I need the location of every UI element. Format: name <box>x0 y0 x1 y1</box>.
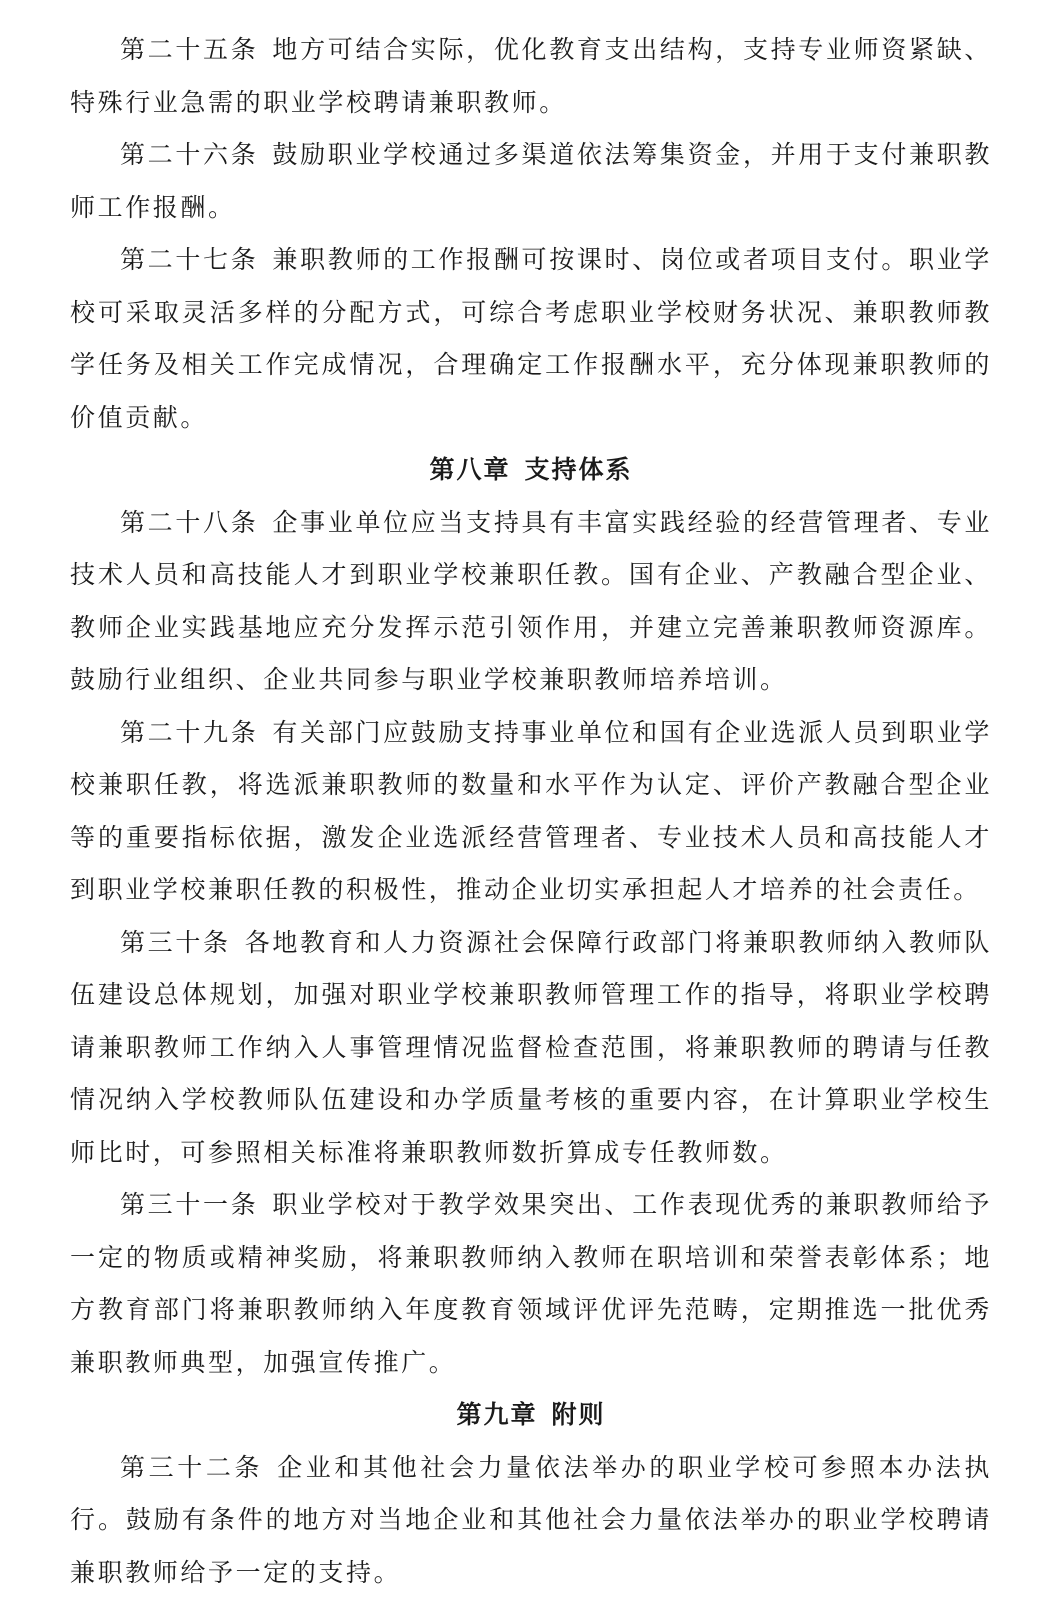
article-text: 职业学校对于教学效果突出、工作表现优秀的兼职教师给予一定的物质或精神奖励，将兼职教师纳入教师在职培训和荣誉表彰体系；地方教育部门将兼职教师纳入年度教育领域评优评先范畴，定期推选一批优秀兼职教师典型，加强宣传推广。 <box>70 1190 992 1377</box>
article-label: 第二十六条 <box>120 140 258 169</box>
article-label: 第三十一条 <box>120 1190 258 1219</box>
article-text: 鼓励职业学校通过多渠道依法筹集资金，并用于支付兼职教师工作报酬。 <box>70 140 992 222</box>
chapter-number: 第八章 <box>429 455 510 484</box>
chapter-title: 附则 <box>552 1400 606 1429</box>
article-25 <box>70 24 992 129</box>
article-text: 企业和其他社会力量依法举办的职业学校可参照本办法执行。鼓励有条件的地方对当地企业和其他社会力量依法举办的职业学校聘请兼职教师给予一定的支持。 <box>70 1453 992 1587</box>
article-29 <box>70 707 992 917</box>
article-text: 企事业单位应当支持具有丰富实践经验的经营管理者、专业技术人员和高技能人才到职业学校兼职任教。国有企业、产教融合型企业、教师企业实践基地应充分发挥示范引领作用，并建立完善兼职教师资源库。鼓励行业组织、企业共同参与职业学校兼职教师培养培训。 <box>70 508 992 695</box>
article-label: 第三十条 <box>120 928 231 957</box>
article-text: 有关部门应鼓励支持事业单位和国有企业选派人员到职业学校兼职任教，将选派兼职教师的数量和水平作为认定、评价产教融合型企业等的重要指标依据，激发企业选派经营管理者、专业技术人员和高技能人才到职业学校兼职任教的积极性，推动企业切实承担起人才培养的社会责任。 <box>70 718 992 905</box>
article-label: 第二十七条 <box>120 245 258 274</box>
article-text: 地方可结合实际，优化教育支出结构，支持专业师资紧缺、特殊行业急需的职业学校聘请兼职教师。 <box>70 35 992 117</box>
article-28 <box>70 497 992 707</box>
article-label: 第三十二条 <box>120 1453 263 1482</box>
chapter-number: 第九章 <box>456 1400 537 1429</box>
article-26 <box>70 129 992 234</box>
chapter-heading-9 <box>70 1389 992 1442</box>
article-27 <box>70 234 992 444</box>
article-30 <box>70 917 992 1180</box>
article-label: 第二十五条 <box>120 35 258 64</box>
chapter-heading-8 <box>70 444 992 497</box>
article-label: 第二十九条 <box>120 718 258 747</box>
article-32 <box>70 1442 992 1599</box>
chapter-title: 支持体系 <box>525 455 633 484</box>
article-text: 各地教育和人力资源社会保障行政部门将兼职教师纳入教师队伍建设总体规划，加强对职业学校兼职教师管理工作的指导，将职业学校聘请兼职教师工作纳入人事管理情况监督检查范围，将兼职教师的聘请与任教情况纳入学校教师队伍建设和办学质量考核的重要内容，在计算职业学校生师比时，可参照相关标准将兼职教师数折算成专任教师数。 <box>70 928 992 1167</box>
article-label: 第二十八条 <box>120 508 258 537</box>
article-text: 兼职教师的工作报酬可按课时、岗位或者项目支付。职业学校可采取灵活多样的分配方式，可综合考虑职业学校财务状况、兼职教师教学任务及相关工作完成情况，合理确定工作报酬水平，充分体现兼职教师的价值贡献。 <box>70 245 992 432</box>
article-31 <box>70 1179 992 1389</box>
